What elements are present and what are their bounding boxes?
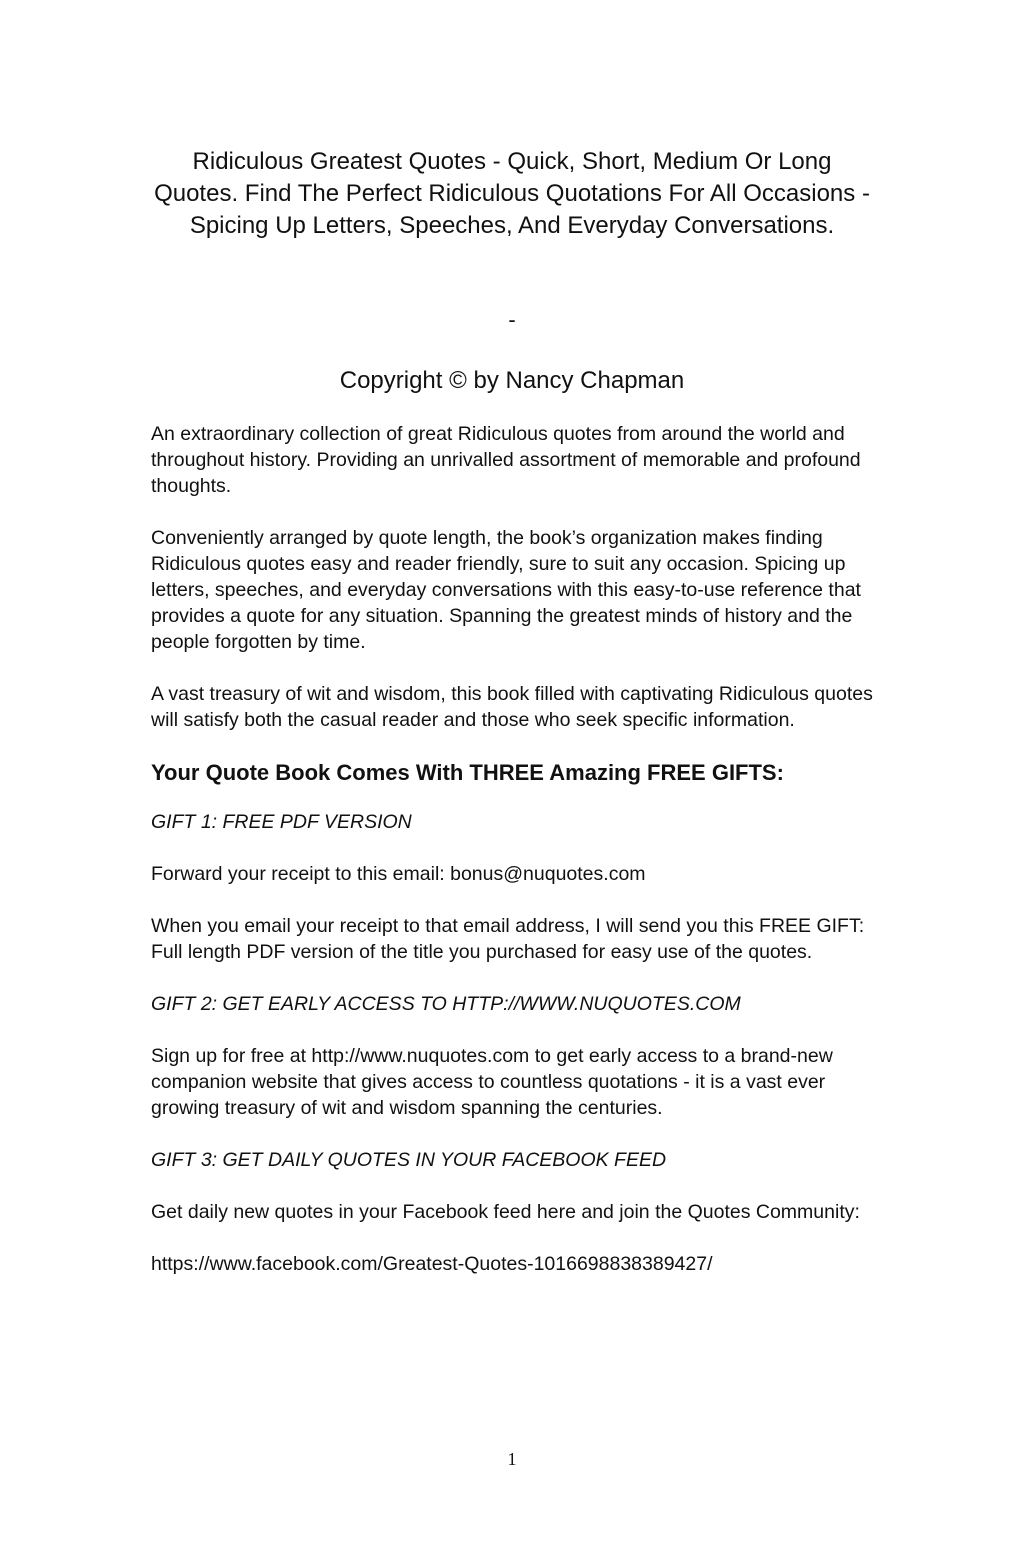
gift-3-title: GIFT 3: GET DAILY QUOTES IN YOUR FACEBOOK FEED [151, 1149, 667, 1171]
gift-1-description: When you email your receipt to that email address, I will send you this FREE GIFT: Full length PDF version of the title you purchased for easy use of the quotes. [151, 915, 865, 963]
gift-1-email-line[interactable]: Forward your receipt to this email: bonus@nuquotes.com [151, 863, 646, 885]
facebook-link[interactable]: https://www.facebook.com/Greatest-Quotes-1016698838389427/ [151, 1253, 713, 1275]
book-title: Ridiculous Greatest Quotes - Quick, Short, Medium Or Long Quotes. Find The Perfect Ridiculous Quotations For All Occasions - Spicing Up Letters, Speeches, And Everyday Conversations. [154, 148, 870, 239]
gift-2-title: GIFT 2: GET EARLY ACCESS TO HTTP://WWW.NUQUOTES.COM [151, 993, 741, 1015]
arrangement-paragraph: Conveniently arranged by quote length, the book’s organization makes finding Ridiculous quotes easy and reader friendly, sure to suit any occasion. Spicing up letters, speeches, and everyday conversations with this easy-to-use reference that provides a quote for any situation. Spanning the greatest minds of history and the people forgotten by time. [151, 527, 861, 653]
gifts-heading: Your Quote Book Comes With THREE Amazing FREE GIFTS: [151, 760, 784, 785]
gift-1-title: GIFT 1: FREE PDF VERSION [151, 811, 412, 833]
gift-2-description[interactable]: Sign up for free at http://www.nuquotes.com to get early access to a brand-new companion website that gives access to countless quotations - it is a vast ever growing treasury of wit and wisdom spanning the centuries. [151, 1045, 833, 1119]
title-separator: - [508, 307, 516, 332]
page-number: 1 [507, 1449, 517, 1469]
page-body [151, 421, 876, 1303]
gift-3-description: Get daily new quotes in your Facebook feed here and join the Quotes Community: [151, 1201, 860, 1223]
copyright-line: Copyright © by Nancy Chapman [339, 367, 685, 394]
intro-paragraph: An extraordinary collection of great Ridiculous quotes from around the world and throughout history. Providing an unrivalled assortment of memorable and profound thoughts. [151, 423, 861, 497]
treasury-paragraph: A vast treasury of wit and wisdom, this book filled with captivating Ridiculous quotes will satisfy both the casual reader and those who seek specific information. [151, 683, 873, 731]
